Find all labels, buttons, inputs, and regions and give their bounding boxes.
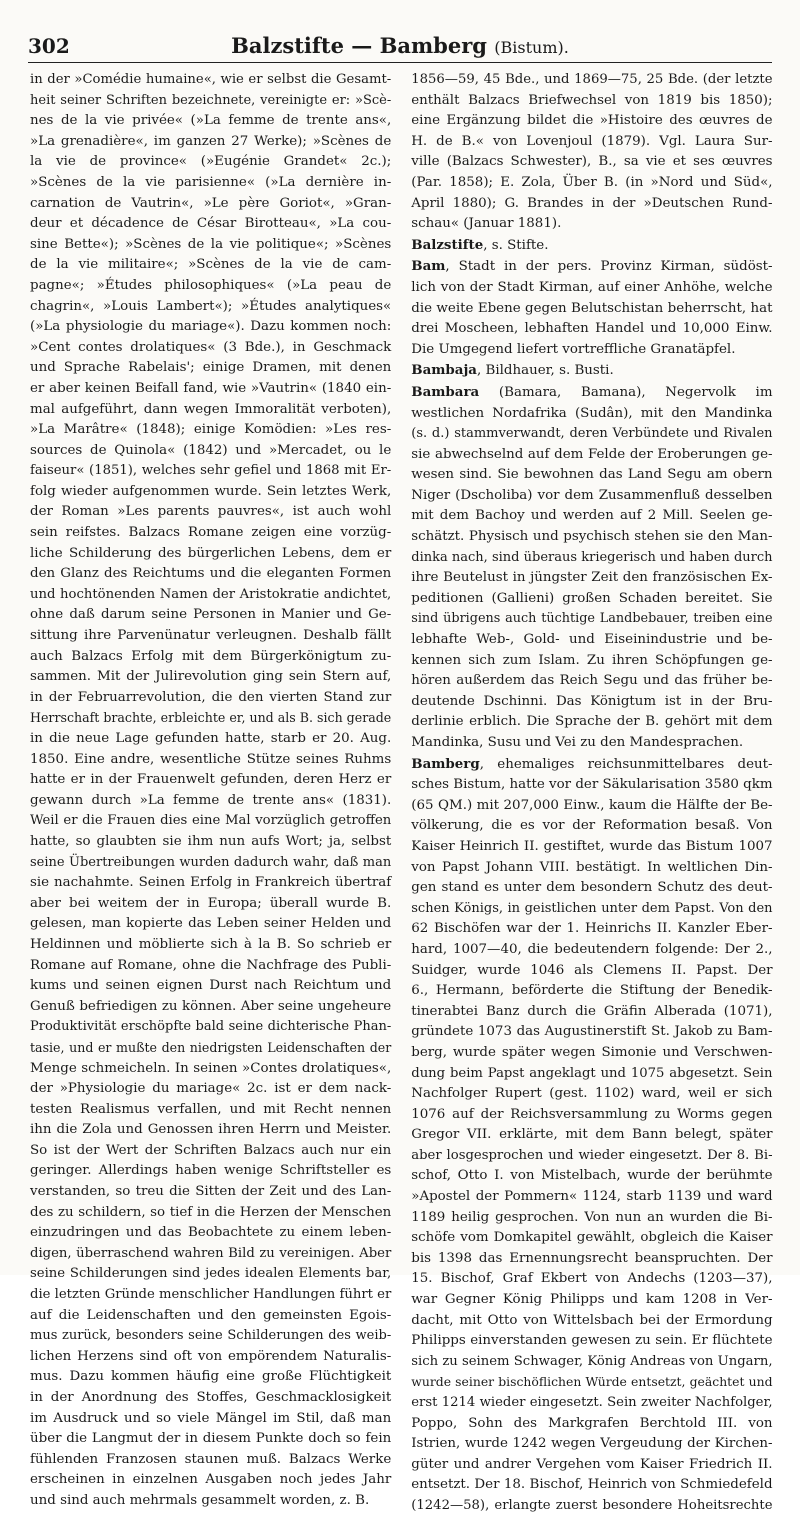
line-text: 1856—59, 45 Bde., und 1869—75, 25 Bde. (der letzte — [411, 72, 773, 87]
line-text: ville (Balzacs Schwester), B., sa vie et ses œuvres — [411, 154, 773, 170]
text-line: hatte er in der Frauenwelt gefunden, deren Herz er — [30, 772, 392, 788]
text-line — [411, 548, 772, 569]
page-number: 302 — [28, 34, 70, 58]
line-text: völkerung, die es vor der Reformation besaß. Von — [411, 818, 773, 834]
text-line: faiseur« (1851), welches sehr gefiel und 1868 mit Er- — [30, 463, 392, 479]
line-text: dinka nach, sind überaus kriegerisch und haben durch — [411, 549, 773, 565]
text-line: testen Realismus verfallen, und mit Recht nennen — [30, 1101, 392, 1117]
line-text: derlinie erblich. Die Sprache der B. gehört mit dem — [411, 714, 773, 730]
text-line — [411, 796, 772, 817]
text-line: ihn die Zola und Genossen ihren Herrn und Meister. — [30, 1122, 392, 1138]
line-text: schen Königs, in geistlichen unter dem Papst. Von den — [411, 900, 773, 916]
text-line — [411, 568, 772, 589]
entry-headword: Balzstifte — [411, 236, 484, 253]
text-line: la vie de province« (»Eugénie Grandet« 2c.); — [30, 154, 392, 170]
text-line: und sind auch mehrmals gesammelt worden, z. B. — [30, 1492, 370, 1508]
line-text: erst 1214 wieder eingesetzt. Sein zweiter Nachfolger, — [411, 1395, 773, 1410]
text-line: sammen. Mit der Julirevolution ging sein Stern auf, — [30, 669, 392, 685]
text-line: und hochtönenden Namen der Aristokratie andichtet, — [30, 586, 392, 602]
text-line — [411, 671, 772, 692]
text-line — [411, 173, 772, 194]
text-line — [411, 651, 772, 672]
running-head — [231, 33, 569, 62]
line-text: sind übrigens auch tüchtige Landbebauer, treiben eine — [411, 611, 773, 627]
line-text: 1076 auf der Reichsversammlung zu Worms gegen — [411, 1106, 773, 1122]
text-line — [411, 981, 772, 1002]
text-line: heit seiner Schriften bezeichnete, vereinigte er: »Scè- — [30, 92, 392, 108]
text-line: hatte, so glaubten sie ihm nun aufs Wort; ja, selbst — [30, 833, 392, 849]
text-line: in der Februarrevolution, die den vierten Stand zur — [30, 689, 392, 705]
text-line: Genuß befriedigen zu können. Aber seine ungeheure — [30, 998, 392, 1014]
line-text: Poppo, Sohn des Markgrafen Berchtold III. von — [411, 1415, 773, 1431]
text-line: in die neue Lage gefunden hatte, starb er 20. Aug. — [30, 731, 392, 746]
line-text: schöfe vom Domkapitel gewählt, obgleich die Kaiser — [411, 1230, 773, 1246]
text-line — [411, 1105, 772, 1126]
text-line: sie nachahmte. Seinen Erfolg in Frankreich übertraf — [30, 875, 392, 891]
text-line — [411, 424, 772, 445]
text-line: über die Langmut der in diesem Punkte doch so fein — [30, 1431, 392, 1447]
running-head-subtitle: (Bistum). — [494, 38, 569, 57]
text-line — [411, 1331, 772, 1352]
line-text: sich zu seinem Schwager, König Andreas von Ungarn, — [411, 1353, 773, 1369]
text-line — [411, 1043, 772, 1064]
text-line: des zu schildern, so tief in die Herzen der Menschen — [30, 1204, 392, 1220]
text-line — [411, 940, 772, 961]
text-line: auch Balzacs Erfolg mit dem Bürgerkönigtum zu- — [30, 648, 392, 664]
text-line — [411, 278, 772, 299]
text-line: mus. Dazu kommen häufig eine große Flüchtigkeit — [30, 1369, 392, 1385]
line-text: , Stadt in der pers. Provinz Kirman, südöst- — [445, 259, 773, 275]
text-line: carnation de Vautrin«, »Le père Goriot«, »Gran- — [30, 195, 392, 211]
line-text: 6., Hermann, beförderte die Stiftung der Benedik- — [411, 983, 773, 999]
text-line — [411, 712, 772, 733]
line-text: , Bildhauer, s. Busti. — [476, 363, 614, 379]
line-text: gründete 1073 das Augustinerstift St. Jakob zu Bam- — [411, 1024, 773, 1040]
text-line: fühlenden Franzosen staunen muß. Balzacs Werke — [30, 1451, 392, 1467]
text-line: geringer. Allerdings haben wenige Schriftsteller es — [30, 1163, 392, 1179]
line-text: Gregor VII. erklärte, mit dem Bann belegt, später — [411, 1127, 773, 1143]
text-line — [411, 1228, 772, 1249]
line-text: entsetzt. Der 18. Bischof, Heinrich von Schmiedefeld — [411, 1477, 773, 1493]
text-line: in der »Comédie humaine«, wie er selbst die Gesamt- — [30, 72, 392, 87]
line-text: , s. Stifte. — [483, 237, 549, 253]
text-line — [411, 837, 772, 858]
text-line — [411, 1146, 772, 1167]
line-text: wurde seiner bischöflichen Würde entsetzt, geächtet und — [411, 1374, 773, 1390]
line-text: (Par. 1858); E. Zola, Über B. (in »Nord und Süd«, — [411, 174, 773, 190]
line-text: bis 1398 das Ernennungsrecht beanspruchten. Der — [411, 1250, 773, 1266]
text-line: mus zurück, besonders seine Schilderungen des weib- — [30, 1328, 392, 1344]
text-line: einzudringen und das Beobachtete zu einem leben- — [30, 1225, 392, 1241]
left-column — [30, 70, 401, 1508]
text-line — [411, 858, 772, 879]
line-text: (1242—58), erlangte zuerst besondere Hoheitsrechte — [411, 1497, 773, 1513]
text-line: ohne daß darum seine Personen in Manier und Ge- — [30, 607, 392, 623]
text-line: nes de la vie privée« (»La femme de trente ans«, — [30, 113, 392, 129]
text-line — [411, 1125, 772, 1146]
text-line — [411, 506, 772, 527]
text-line — [411, 692, 772, 713]
text-line — [411, 733, 772, 754]
text-line — [411, 527, 772, 548]
line-text: lich von der Stadt Kirman, auf einer Anhöhe, welche — [411, 279, 773, 295]
text-line — [411, 214, 772, 235]
text-line — [411, 1372, 772, 1393]
line-text: deutende Dschinni. Das Königtum ist in der Bru- — [411, 693, 773, 709]
line-text: 1189 heilig gesprochen. Von nun an wurden die Bi- — [411, 1209, 773, 1225]
text-line: sittung ihre Parvenünatur verleugnen. Deshalb fällt — [30, 628, 392, 644]
line-text: die weite Ebene gegen Belutschistan beherrscht, hat — [411, 300, 773, 316]
line-text: wesen sind. Sie bewohnen das Land Segu am obern — [411, 467, 773, 483]
text-line: im Ausdruck und so viele Mängel im Stil, daß man — [30, 1410, 392, 1426]
text-line: Heldinnen und möblierte sich à la B. So schrieb er — [30, 936, 392, 952]
line-text: , ehemaliges reichsunmittelbares deut- — [479, 756, 773, 772]
text-line — [411, 404, 772, 425]
text-line — [411, 1352, 772, 1373]
text-line — [411, 445, 772, 466]
line-text: peditionen (Gallieni) großen Schaden bereitet. Sie — [411, 590, 773, 606]
text-line: Romane auf Romane, ohne die Nachfrage des Publi- — [30, 957, 392, 973]
line-text: enthält Balzacs Briefwechsel von 1819 bis 1850); — [411, 92, 773, 108]
text-line — [411, 878, 772, 899]
text-line: Herrschaft brachte, erbleichte er, und als B. sich gerade — [30, 710, 392, 726]
text-line — [411, 1393, 772, 1414]
line-text: 15. Bischof, Graf Ekbert von Andechs (1203—37), — [411, 1271, 773, 1287]
line-text: (s. d.) stammverwandt, deren Verbündete und Rivalen — [411, 426, 773, 442]
line-text: »Apostel der Pommern« 1124, starb 1139 und ward — [411, 1189, 773, 1205]
text-line — [411, 152, 772, 173]
text-line: So ist der Wert der Schriften Balzacs auch nur ein — [30, 1142, 392, 1158]
line-text: war Gegner König Philipps und kam 1208 in Ver- — [411, 1292, 773, 1308]
line-text: Mandinka, Susu und Vei zu den Mandesprachen. — [411, 735, 744, 750]
text-line — [411, 465, 772, 486]
line-text: schau« (Januar 1881). — [411, 216, 562, 232]
text-line — [411, 1311, 772, 1332]
running-head-title: Balzstifte — Bamberg — [231, 33, 487, 58]
line-text: güter und andrer Vergehen vom Kaiser Friedrich II. — [411, 1456, 773, 1472]
text-line: den Glanz des Reichtums und die eleganten Formen — [30, 566, 392, 582]
text-line — [411, 1269, 772, 1290]
text-line — [411, 1002, 772, 1023]
text-line — [411, 1187, 772, 1208]
entry-headword: Bambaja — [411, 362, 477, 379]
text-line — [411, 70, 772, 91]
text-line: gelesen, man kopierte das Leben seiner Helden und — [30, 916, 392, 932]
text-line — [411, 132, 772, 153]
line-text: (65 QM.) mit 207,000 Einw., kaum die Hälfte der Be- — [411, 797, 773, 813]
text-line: de la vie militaire«; »Scènes de la vie de cam- — [30, 257, 392, 273]
text-line: sources de Quinola« (1842) und »Mercadet, ou le — [30, 442, 392, 458]
text-line: chagrin«, »Louis Lambert«); »Études analytiques« — [30, 298, 392, 314]
text-line — [411, 111, 772, 132]
text-line: er aber keinen Beifall fand, wie »Vautrin« (1840 ein- — [30, 380, 392, 396]
entry-headword: Bambara — [411, 383, 480, 400]
text-line — [411, 1434, 772, 1455]
line-text: (Bamara, Bamana), Negervolk im — [479, 384, 773, 400]
text-line: Menge schmeicheln. In seinen »Contes drolatiques«, — [30, 1060, 392, 1076]
text-line — [411, 1455, 772, 1476]
line-text: lebhafte Web-, Gold- und Eiseinindustrie und be- — [411, 632, 773, 648]
entry-headword: Bamberg — [411, 755, 480, 772]
line-text: von Papst Johann VIII. bestätigt. In weltlichen Din- — [411, 859, 773, 875]
text-line — [411, 1496, 772, 1517]
text-line — [411, 816, 772, 837]
text-line — [411, 1208, 772, 1229]
line-text: Die Umgegend liefert vortreffliche Granatäpfel. — [411, 341, 736, 357]
entry-first-line — [411, 360, 772, 382]
text-line — [411, 961, 772, 982]
line-text: berg, wurde später wegen Simonie und Verschwen- — [411, 1044, 773, 1060]
text-line — [411, 1475, 772, 1496]
line-text: aber losgesprochen und wieder eingesetzt. Der 8. Bi- — [411, 1147, 773, 1163]
text-line: erscheinen in einzelnen Ausgaben noch jedes Jahr — [30, 1472, 392, 1488]
text-line — [411, 899, 772, 920]
text-line — [411, 1064, 772, 1085]
line-text: Nachfolger Rupert (gest. 1102) ward, weil er sich — [411, 1086, 773, 1102]
text-line — [411, 340, 772, 361]
text-line: »La grenadière«, im ganzen 27 Werke); »Scènes de — [30, 133, 392, 149]
line-text: Philipps einverstanden gewesen zu sein. Er flüchtete — [411, 1333, 773, 1349]
line-text: April 1880); G. Brandes in der »Deutschen Rund- — [411, 195, 773, 211]
text-columns — [30, 70, 773, 1513]
text-line: auf die Leidenschaften und den gemeinsten Egois- — [30, 1307, 392, 1323]
right-column — [401, 70, 773, 1513]
text-line: folg wieder aufgenommen wurde. Sein letztes Werk, — [30, 483, 392, 499]
text-line: seine Schilderungen sind jedes idealen Elements bar, — [30, 1266, 392, 1282]
text-line — [411, 1414, 772, 1435]
text-line — [411, 486, 772, 507]
text-line — [411, 1084, 772, 1105]
text-line: der Roman »Les parents pauvres«, ist auch wohl — [30, 504, 392, 520]
text-line: tasie, und er mußte den niedrigsten Leidenschaften der — [30, 1039, 392, 1055]
text-line: liche Schilderung des bürgerlichen Lebens, dem er — [30, 545, 392, 561]
text-line — [411, 1022, 772, 1043]
text-line: aber bei weitem der in Europa; überall wurde B. — [30, 895, 392, 911]
entry-first-line — [411, 256, 772, 278]
text-line — [411, 609, 772, 630]
entry-first-line — [411, 235, 772, 257]
text-line — [411, 1166, 772, 1187]
line-text: Niger (Dscholiba) vor dem Zusammenfluß desselben — [411, 487, 773, 503]
text-line: »Cent contes drolatiques« (3 Bde.), in Geschmack — [30, 339, 392, 355]
line-text: 62 Bischöfen war der 1. Heinrichs II. Kanzler Eber- — [411, 921, 773, 937]
line-text: hard, 1007—40, die bedeutendern folgende: Der 2., — [411, 941, 773, 957]
text-line: sein reifstes. Balzacs Romane zeigen eine vorzüg- — [30, 525, 392, 541]
line-text: dacht, mit Otto von Wittelsbach bei der Ermordung — [411, 1312, 773, 1328]
text-line: Weil er die Frauen dies eine Mal vorzüglich getroffen — [30, 813, 392, 829]
text-line — [411, 194, 772, 215]
line-text: dung beim Papst angeklagt und 1075 abgesetzt. Sein — [411, 1065, 773, 1081]
line-text: H. de B.« von Lovenjoul (1879). Vgl. Laura Sur- — [411, 133, 773, 149]
line-text: mit dem Bachoy und werden auf 2 Mill. Seelen ge- — [411, 508, 773, 524]
line-text: gen stand es unter dem besondern Schutz des deut- — [411, 880, 773, 896]
entry-first-line — [411, 382, 772, 404]
text-line: mal aufgeführt, dann wegen Immoralität verboten), — [30, 401, 392, 417]
text-line: seine Übertreibungen wurden dadurch wahr, daß man — [30, 854, 392, 870]
line-text: Suidger, wurde 1046 als Clemens II. Papst. Der — [411, 962, 773, 978]
line-text: eine Ergänzung bildet die »Histoire des œuvres de — [411, 113, 773, 129]
line-text: sie abwechselnd auf dem Felde der Eroberungen ge- — [411, 446, 773, 462]
line-text: tinerabtei Banz durch die Gräfin Alberada (1071), — [411, 1003, 773, 1019]
text-line: der »Physiologie du mariage« 2c. ist er dem nack- — [30, 1081, 392, 1097]
page-header — [28, 28, 772, 63]
text-line: pagne«; »Études philosophiques« (»La peau de — [30, 277, 392, 293]
text-line: sine Bette«); »Scènes de la vie politique«; »Scènes — [30, 236, 392, 252]
text-line — [411, 775, 772, 796]
text-line: und Sprache Rabelais'; einige Dramen, mit denen — [30, 360, 392, 376]
line-text: westlichen Nordafrika (Sudân), mit den Mandinka — [411, 405, 773, 421]
text-line — [411, 589, 772, 610]
text-line: (»La physiologie du mariage«). Dazu kommen noch: — [30, 319, 392, 335]
line-text: Istrien, wurde 1242 wegen Vergeudung der Kirchen- — [411, 1436, 773, 1452]
line-text: kennen sich zum Islam. Zu ihren Schöpfungen ge- — [411, 652, 773, 668]
entry-first-line — [411, 754, 772, 776]
text-line — [411, 1249, 772, 1270]
text-line: die letzten Gründe menschlicher Handlungen führt er — [30, 1287, 392, 1303]
line-text: schätzt. Physisch und psychisch stehen sie den Man- — [411, 529, 773, 545]
text-line: kums und seinen eignen Durst nach Reichtum und — [30, 978, 392, 994]
line-text: Kaiser Heinrich II. gestiftet, wurde das Bistum 1007 — [411, 838, 773, 854]
entry-headword: Bam — [411, 258, 446, 275]
text-line: »Scènes de la vie parisienne« (»La dernière in- — [30, 174, 392, 190]
text-line: gewann durch »La femme de trente ans« (1831). — [30, 792, 392, 808]
text-line: verstanden, so treu die Sitten der Zeit und des Lan- — [30, 1184, 392, 1200]
line-text: hören außerdem das Reich Segu und das früher be- — [411, 673, 773, 689]
text-line: deur et décadence de César Birotteau«, »La cou- — [30, 216, 392, 232]
text-line — [411, 91, 772, 112]
line-text: ihre Beutelust in jüngster Zeit den französischen Ex- — [411, 570, 773, 586]
text-line — [411, 630, 772, 651]
text-line: lichen Herzens sind oft von empörendem Naturalis- — [30, 1348, 392, 1364]
text-line: »La Marâtre« (1848); einige Komödien: »Les res- — [30, 422, 392, 438]
text-line: digen, überraschend wahren Bild zu vereinigen. Aber — [30, 1245, 392, 1261]
text-line — [411, 919, 772, 940]
line-text: schof, Otto I. von Mistelbach, wurde der berühmte — [411, 1168, 773, 1184]
line-text: sches Bistum, hatte vor der Säkularisation 3580 qkm — [411, 777, 773, 793]
line-text: drei Moscheen, lebhaften Handel und 10,000 Einw. — [411, 321, 773, 337]
text-line: Produktivität erschöpfte bald seine dichterische Phan- — [30, 1019, 392, 1035]
text-line — [411, 299, 772, 320]
text-line — [411, 319, 772, 340]
text-line: in der Anordnung des Stoffes, Geschmacklosigkeit — [30, 1390, 392, 1405]
text-line: 1850. Eine andre, wesentliche Stütze seines Ruhms — [30, 751, 392, 767]
text-line — [411, 1290, 772, 1311]
